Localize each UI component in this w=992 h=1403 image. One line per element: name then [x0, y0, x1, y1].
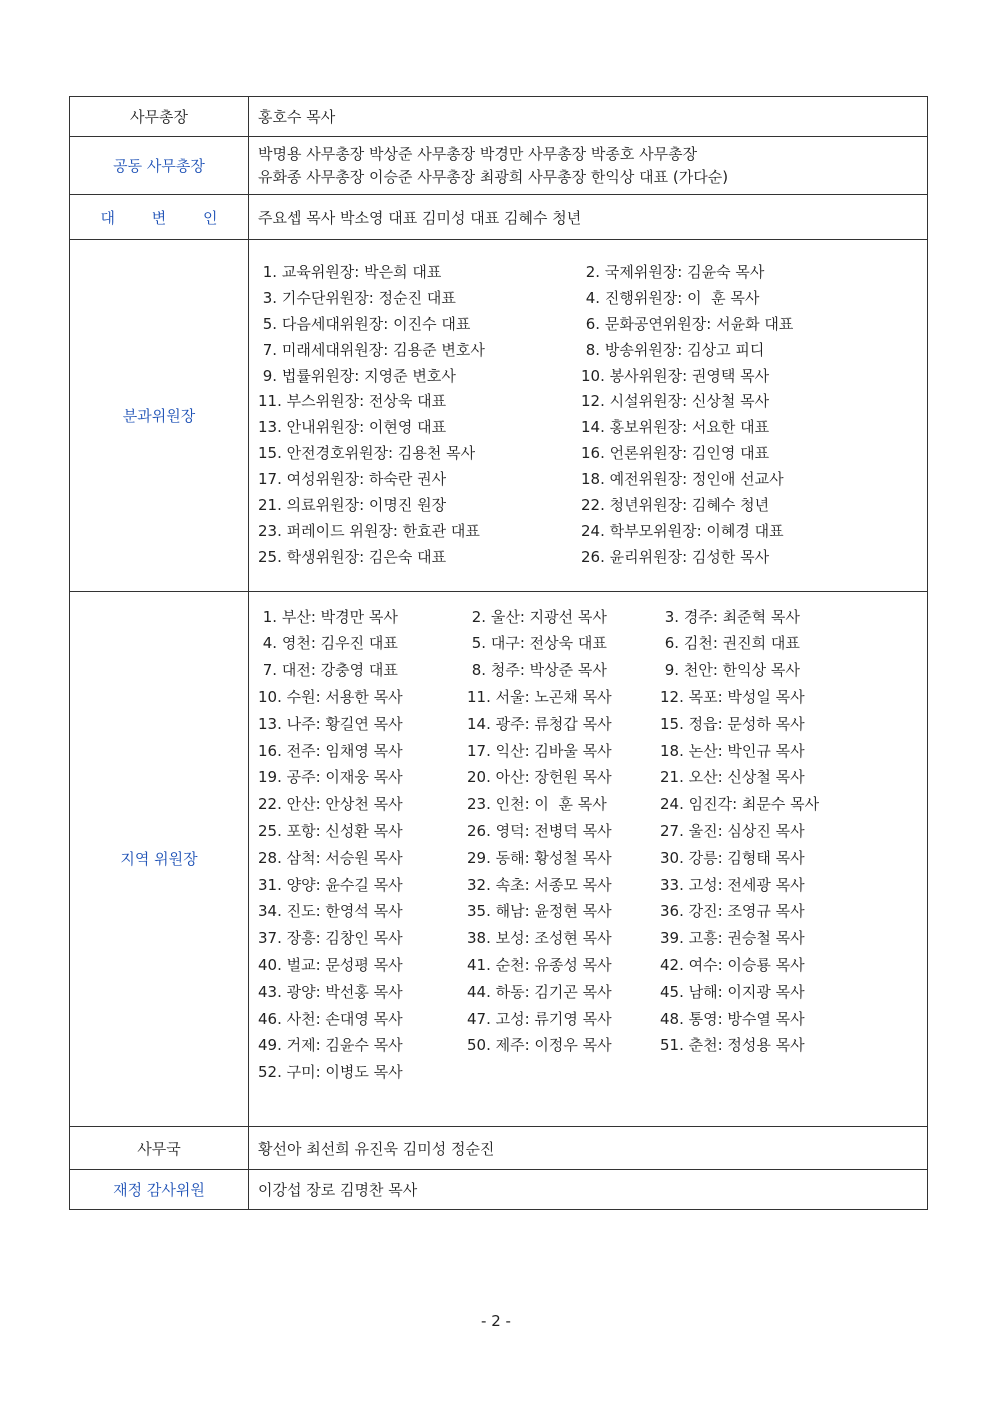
- list-row: [258, 604, 927, 631]
- list-item: 6. 김천: 권진희 대표: [660, 634, 800, 653]
- list-item: 35. 해남: 윤정현 목사: [467, 902, 612, 921]
- list-row: [258, 872, 927, 899]
- list-item: 14. 광주: 류청갑 목사: [467, 714, 612, 733]
- label-spokesperson: [70, 195, 249, 240]
- list-row: [258, 493, 927, 519]
- list-item: 16. 전주: 임채영 목사: [258, 741, 403, 760]
- list-item: 22. 청년위원장: 김혜수 청년: [581, 496, 770, 515]
- organization-table: [69, 96, 928, 1210]
- list-row: [258, 415, 927, 441]
- label-committee-chairs: 분과위원장: [70, 240, 249, 592]
- value-spokesperson: 주요셉 목사 박소영 대표 김미성 대표 김혜수 청년: [249, 195, 928, 240]
- list-item: 28. 삼척: 서승원 목사: [258, 848, 403, 867]
- list-row: [258, 845, 927, 872]
- list-item: 40. 벌교: 문성평 목사: [258, 956, 403, 975]
- list-item: 5. 다음세대위원장: 이진수 대표: [258, 314, 471, 333]
- list-row: [258, 898, 927, 925]
- row-secretary-general: [70, 97, 928, 137]
- list-item: 45. 남해: 이지광 목사: [660, 982, 805, 1001]
- list-item: 17. 익산: 김바울 목사: [467, 741, 612, 760]
- list-row: [258, 1059, 927, 1086]
- list-item: 34. 진도: 한영석 목사: [258, 902, 403, 921]
- list-item: 30. 강릉: 김형태 목사: [660, 848, 805, 867]
- regional-list: [258, 592, 927, 1126]
- list-row: [258, 312, 927, 338]
- co-secretary-line: 박명용 사무총장 박상준 사무총장 박경만 사무총장 박종호 사무총장: [258, 144, 698, 163]
- value-auditors: 이강섭 장로 김명찬 목사: [249, 1170, 928, 1210]
- row-committee-chairs: [70, 240, 928, 592]
- row-secretariat: [70, 1127, 928, 1170]
- list-item: 50. 제주: 이정우 목사: [467, 1036, 612, 1055]
- list-item: 4. 진행위원장: 이 훈 목사: [581, 288, 760, 307]
- list-row: [258, 738, 927, 765]
- list-item: 15. 정읍: 문성하 목사: [660, 714, 805, 733]
- list-item: 21. 의료위원장: 이명진 원장: [258, 496, 447, 515]
- list-item: 23. 인천: 이 훈 목사: [467, 795, 607, 814]
- list-row: [258, 684, 927, 711]
- list-row: [258, 364, 927, 390]
- list-item: 42. 여수: 이승룡 목사: [660, 956, 805, 975]
- list-item: 22. 안산: 안상천 목사: [258, 795, 403, 814]
- list-row: [258, 1032, 927, 1059]
- co-secretary-line: 유화종 사무총장 이승준 사무총장 최광희 사무총장 한익상 대표 (가다순): [258, 167, 729, 186]
- list-item: 36. 강진: 조영규 목사: [660, 902, 805, 921]
- list-row: [258, 338, 927, 364]
- list-item: 25. 포항: 신성환 목사: [258, 822, 403, 841]
- list-item: 2. 국제위원장: 김윤숙 목사: [581, 263, 765, 281]
- list-item: 12. 목포: 박성일 목사: [660, 688, 805, 707]
- list-item: 18. 논산: 박인규 목사: [660, 741, 805, 760]
- list-item: 19. 공주: 이재웅 목사: [258, 768, 403, 787]
- list-item: 26. 윤리위원장: 김성한 목사: [581, 547, 770, 566]
- list-row: [258, 467, 927, 493]
- label-auditors: 재정 감사위원: [70, 1170, 249, 1210]
- list-row: [258, 519, 927, 545]
- list-row: [258, 630, 927, 657]
- list-item: 16. 언론위원장: 김인영 대표: [581, 444, 770, 463]
- list-row: [258, 545, 927, 571]
- list-item: 18. 예전위원장: 정인애 선교사: [581, 470, 784, 489]
- list-item: 20. 아산: 장헌원 목사: [467, 768, 612, 787]
- list-item: 13. 안내위원장: 이현영 대표: [258, 418, 447, 437]
- list-row: [258, 657, 927, 684]
- list-item: 13. 나주: 황길연 목사: [258, 714, 403, 733]
- list-item: 8. 청주: 박상준 목사: [467, 661, 607, 680]
- list-item: 24. 임진각: 최문수 목사: [660, 795, 820, 814]
- label-secretary-general: 사무총장: [70, 97, 249, 137]
- list-item: 52. 구미: 이병도 목사: [258, 1063, 403, 1082]
- list-item: 2. 울산: 지광선 목사: [467, 607, 607, 626]
- list-item: 10. 수원: 서용한 목사: [258, 688, 403, 707]
- value-secretariat: 황선아 최선희 유진욱 김미성 정순진: [249, 1127, 928, 1170]
- label-co-secretary-general: 공동 사무총장: [70, 137, 249, 195]
- list-item: 14. 홍보위원장: 서요한 대표: [581, 418, 770, 437]
- list-item: 9. 천안: 한익상 목사: [660, 661, 800, 680]
- list-item: 4. 영천: 김우진 대표: [258, 634, 398, 653]
- list-item: 29. 동해: 황성철 목사: [467, 848, 612, 867]
- list-row: [258, 818, 927, 845]
- page-number: - 2 -: [481, 1312, 511, 1330]
- list-item: 26. 영덕: 전병덕 목사: [467, 822, 612, 841]
- value-co-secretary-general: [249, 137, 928, 195]
- list-item: 51. 춘천: 정성용 목사: [660, 1036, 805, 1055]
- list-item: 6. 문화공연위원장: 서윤화 대표: [581, 314, 794, 333]
- list-item: 11. 서울: 노곤채 목사: [467, 688, 612, 707]
- list-row: [258, 979, 927, 1006]
- row-co-secretary-general: [70, 137, 928, 195]
- list-item: 25. 학생위원장: 김은숙 대표: [258, 547, 447, 566]
- list-item: 7. 대전: 강충영 대표: [258, 661, 398, 680]
- list-item: 43. 광양: 박선홍 목사: [258, 982, 403, 1001]
- list-item: 47. 고성: 류기영 목사: [467, 1009, 612, 1028]
- list-item: 33. 고성: 전세광 목사: [660, 875, 805, 894]
- value-secretary-general: 홍호수 목사: [249, 97, 928, 137]
- label-spokesperson-text: 대 변 인: [100, 208, 234, 227]
- list-item: 15. 안전경호위원장: 김용천 목사: [258, 444, 476, 463]
- list-item: 48. 통영: 방수열 목사: [660, 1009, 805, 1028]
- label-regional-chairs: 지역 위원장: [70, 591, 249, 1126]
- row-auditors: [70, 1170, 928, 1210]
- list-item: 44. 하동: 김기곤 목사: [467, 982, 612, 1001]
- list-item: 12. 시설위원장: 신상철 목사: [581, 392, 770, 411]
- list-item: 23. 퍼레이드 위원장: 한효관 대표: [258, 521, 480, 540]
- list-item: 27. 울진: 심상진 목사: [660, 822, 805, 841]
- list-item: 5. 대구: 전상욱 대표: [467, 634, 607, 653]
- row-spokesperson: [70, 195, 928, 240]
- list-row: [258, 925, 927, 952]
- list-item: 3. 기수단위원장: 정순진 대표: [258, 288, 456, 307]
- list-row: [258, 711, 927, 738]
- list-item: 8. 방송위원장: 김상고 피디: [581, 340, 765, 359]
- list-item: 31. 양양: 윤수길 목사: [258, 875, 403, 894]
- list-item: 32. 속초: 서종모 목사: [467, 875, 612, 894]
- committee-list: [258, 240, 927, 591]
- list-row: [258, 389, 927, 415]
- list-item: 37. 장흥: 김창인 목사: [258, 929, 403, 948]
- list-item: 24. 학부모위원장: 이혜경 대표: [581, 521, 784, 540]
- list-row: [258, 764, 927, 791]
- list-row: [258, 1006, 927, 1033]
- list-row: [258, 441, 927, 467]
- list-item: 49. 거제: 김윤수 목사: [258, 1036, 403, 1055]
- list-item: 39. 고흥: 권승철 목사: [660, 929, 805, 948]
- list-item: 21. 오산: 신상철 목사: [660, 768, 805, 787]
- value-committee-chairs: [249, 240, 928, 592]
- list-item: 7. 미래세대위원장: 김용준 변호사: [258, 340, 485, 359]
- list-item: 46. 사천: 손대영 목사: [258, 1009, 403, 1028]
- list-item: 9. 법률위원장: 지영준 변호사: [258, 366, 456, 385]
- value-regional-chairs: [249, 591, 928, 1126]
- list-item: 10. 봉사위원장: 권영택 목사: [581, 366, 770, 385]
- list-row: [258, 260, 927, 286]
- list-item: 3. 경주: 최준혁 목사: [660, 607, 800, 626]
- row-regional-chairs: [70, 591, 928, 1126]
- list-item: 1. 부산: 박경만 목사: [258, 607, 398, 626]
- label-secretariat: 사무국: [70, 1127, 249, 1170]
- list-item: 1. 교육위원장: 박은희 대표: [258, 263, 442, 281]
- list-row: [258, 286, 927, 312]
- list-item: 17. 여성위원장: 하숙란 권사: [258, 470, 447, 489]
- list-item: 41. 순천: 유종성 목사: [467, 956, 612, 975]
- list-item: 11. 부스위원장: 전상욱 대표: [258, 392, 447, 411]
- list-row: [258, 791, 927, 818]
- list-item: 38. 보성: 조성현 목사: [467, 929, 612, 948]
- list-row: [258, 952, 927, 979]
